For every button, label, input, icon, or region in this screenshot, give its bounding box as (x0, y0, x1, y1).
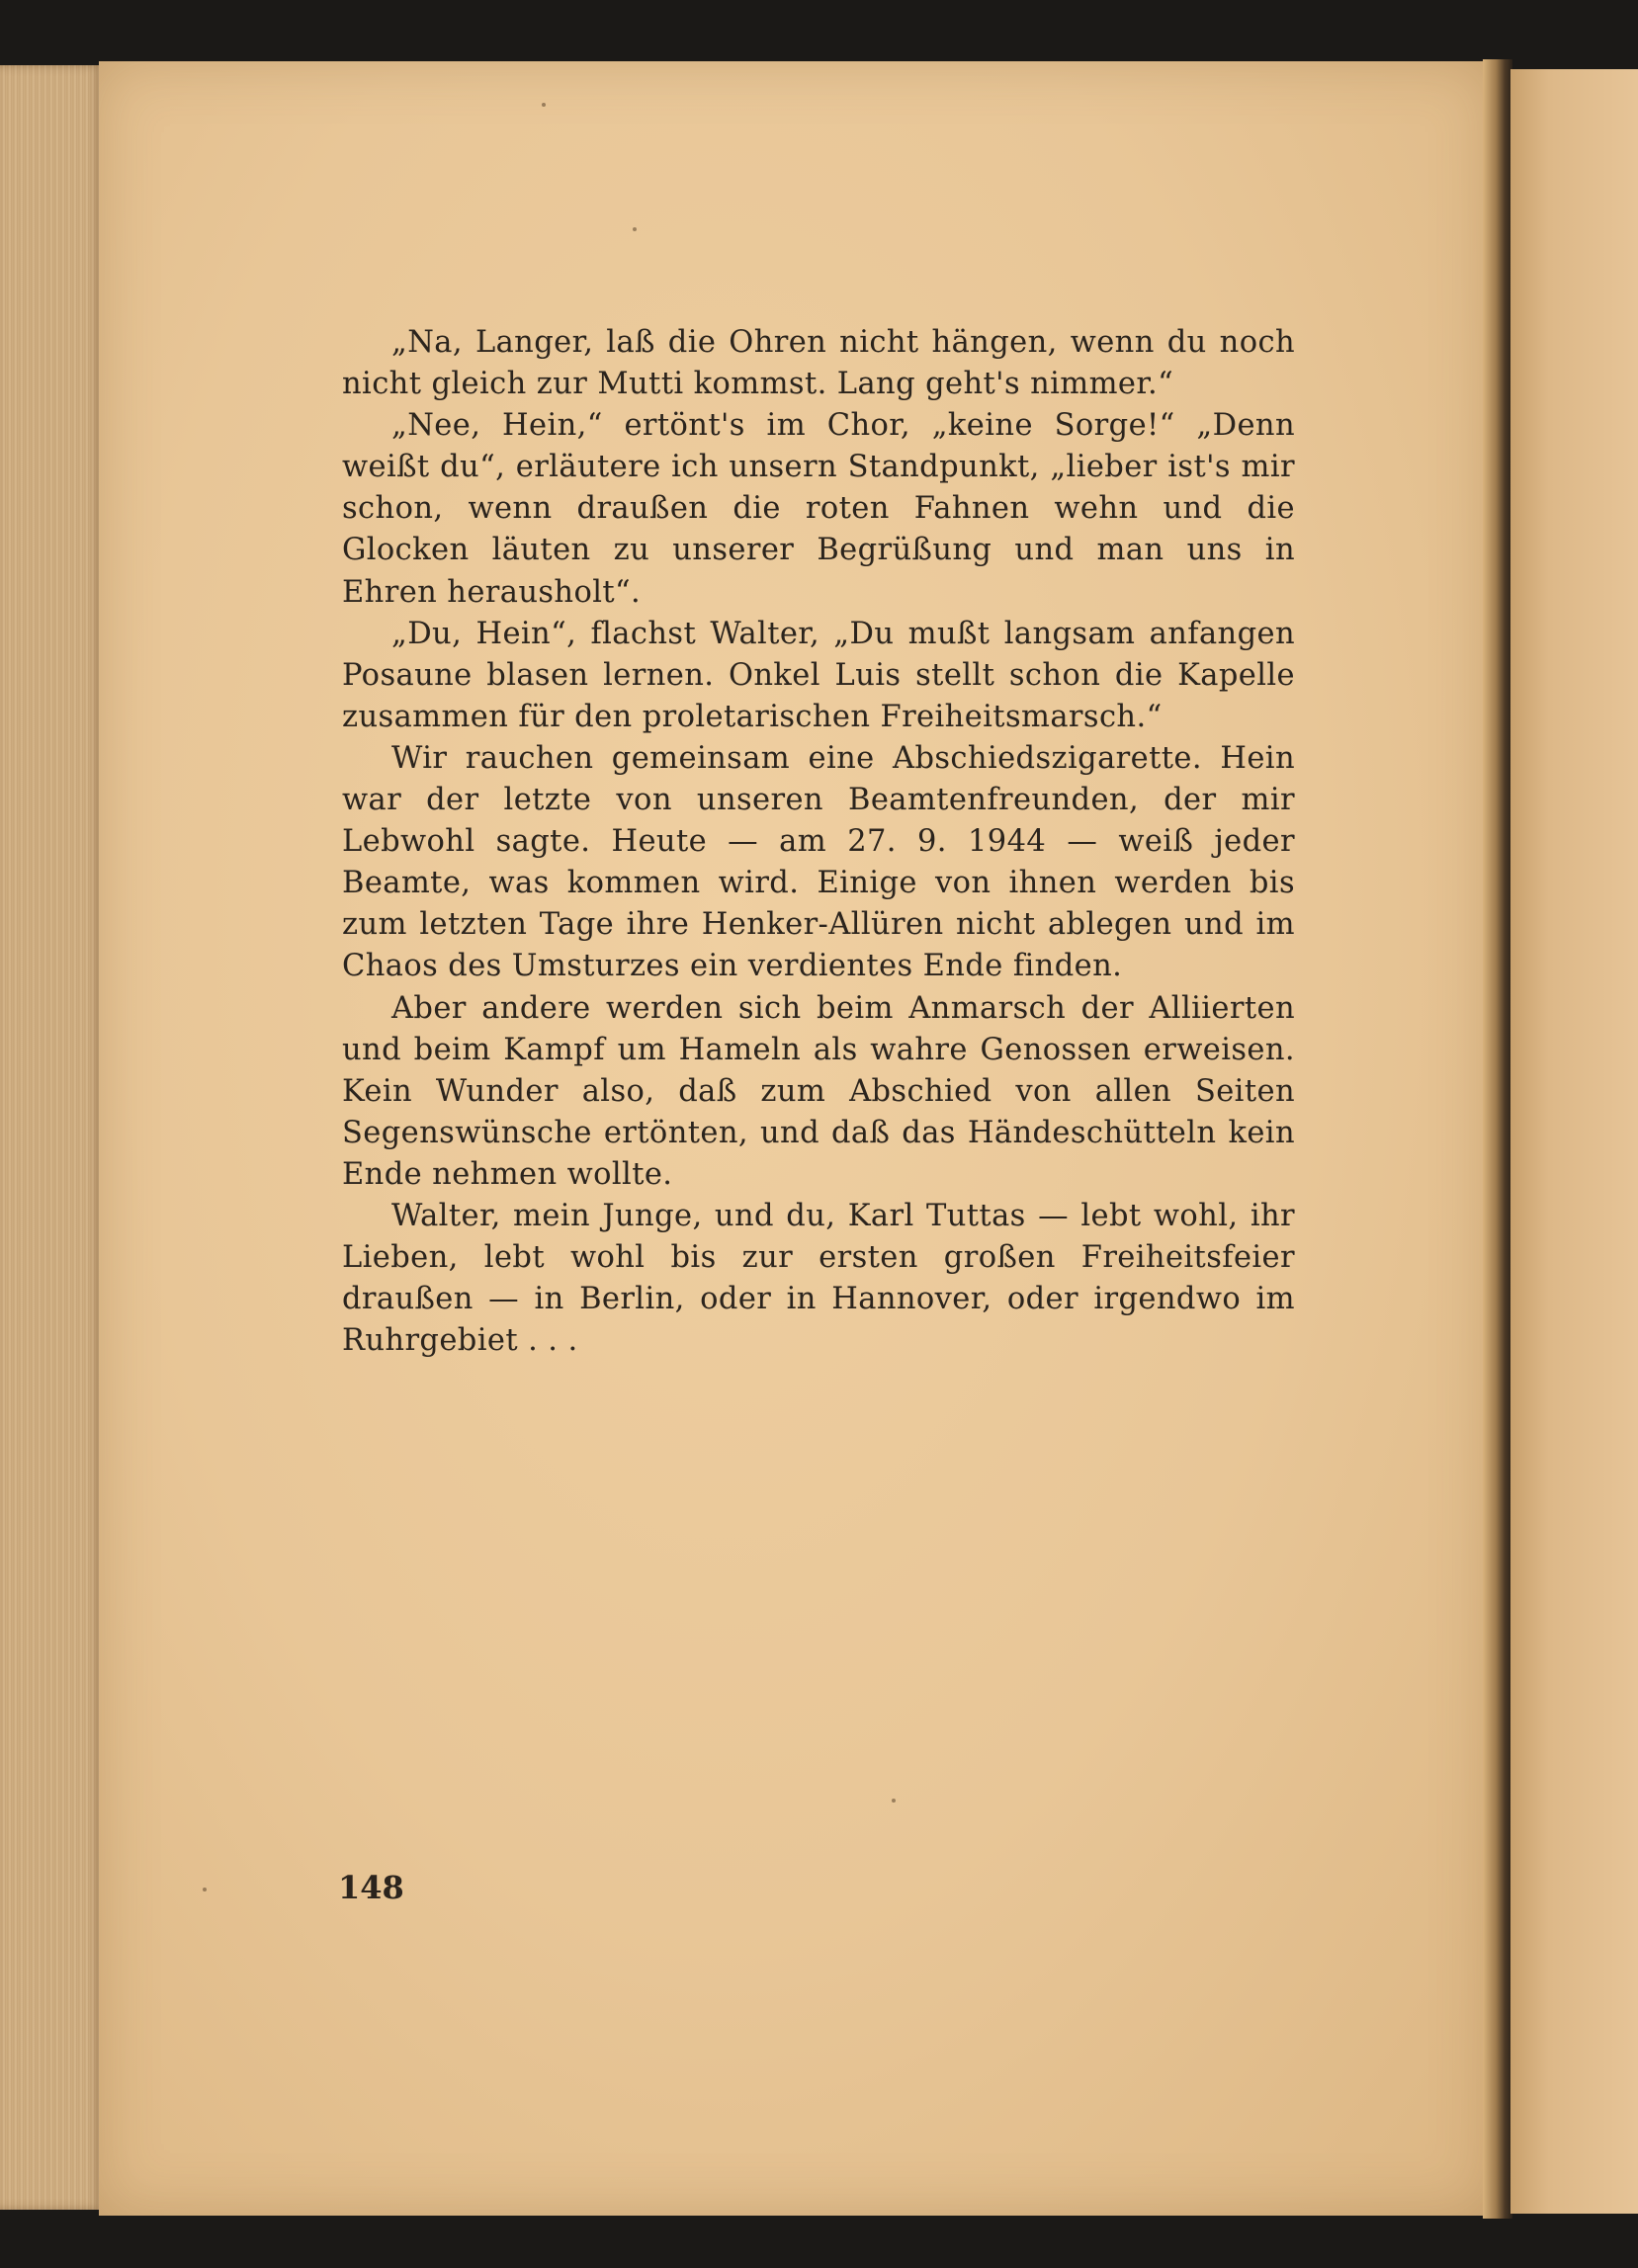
paper-speck (542, 103, 546, 107)
paragraph: „Du, Hein“, flachst Walter, „Du mußt langsam anfangen Posaune blasen lernen. Onkel Luis stellt schon die Kapelle zusammen für den proletarischen Freiheitsmarsch.“ (342, 616, 1295, 734)
paragraph: „Na, Langer, laß die Ohren nicht hängen, wenn du noch nicht gleich zur Mutti kommst. Lang geht's nimmer.“ (342, 325, 1295, 402)
paragraph: Walter, mein Junge, und du, Karl Tuttas — lebt wohl, ihr Lieben, lebt wohl bis zur ersten großen Freiheitsfeier draußen — in Berlin, oder in Hannover, oder irgendwo im Ruhrgebiet . . . (342, 1198, 1295, 1359)
page-number: 148 (338, 1869, 404, 1906)
facing-page-edge (1510, 69, 1638, 2214)
paper-speck (633, 227, 637, 231)
book-gutter (1483, 59, 1512, 2219)
page-body-text (342, 322, 1295, 1362)
page-stack-edge (0, 65, 103, 2210)
paragraph: Aber andere werden sich beim Anmarsch der Alliierten und beim Kampf um Hameln als wahre Genossen erweisen. Kein Wunder also, daß zum Abschied von allen Seiten Segenswünsche ertönten, und daß das Händeschütteln kein Ende nehmen wollte. (342, 990, 1295, 1192)
paper-speck (892, 1799, 896, 1803)
paper-speck (203, 1888, 207, 1891)
paragraph: Wir rauchen gemeinsam eine Abschiedszigarette. Hein war der letzte von unseren Beamtenfreunden, der mir Lebwohl sagte. Heute — am 27. 9. 1944 — weiß jeder Beamte, was kommen wird. Einige von ihnen werden bis zum letzten Tage ihre Henker-Allüren nicht ablegen und im Chaos des Umsturzes ein verdientes Ende finden. (342, 740, 1295, 984)
paragraph: „Nee, Hein,“ ertönt's im Chor, „keine Sorge!“ „Denn weißt du“, erläutere ich unsern Standpunkt, „lieber ist's mir schon, wenn draußen die roten Fahnen wehn und die Glocken läuten zu unserer Begrüßung und man uns in Ehren herausholt“. (342, 408, 1295, 610)
